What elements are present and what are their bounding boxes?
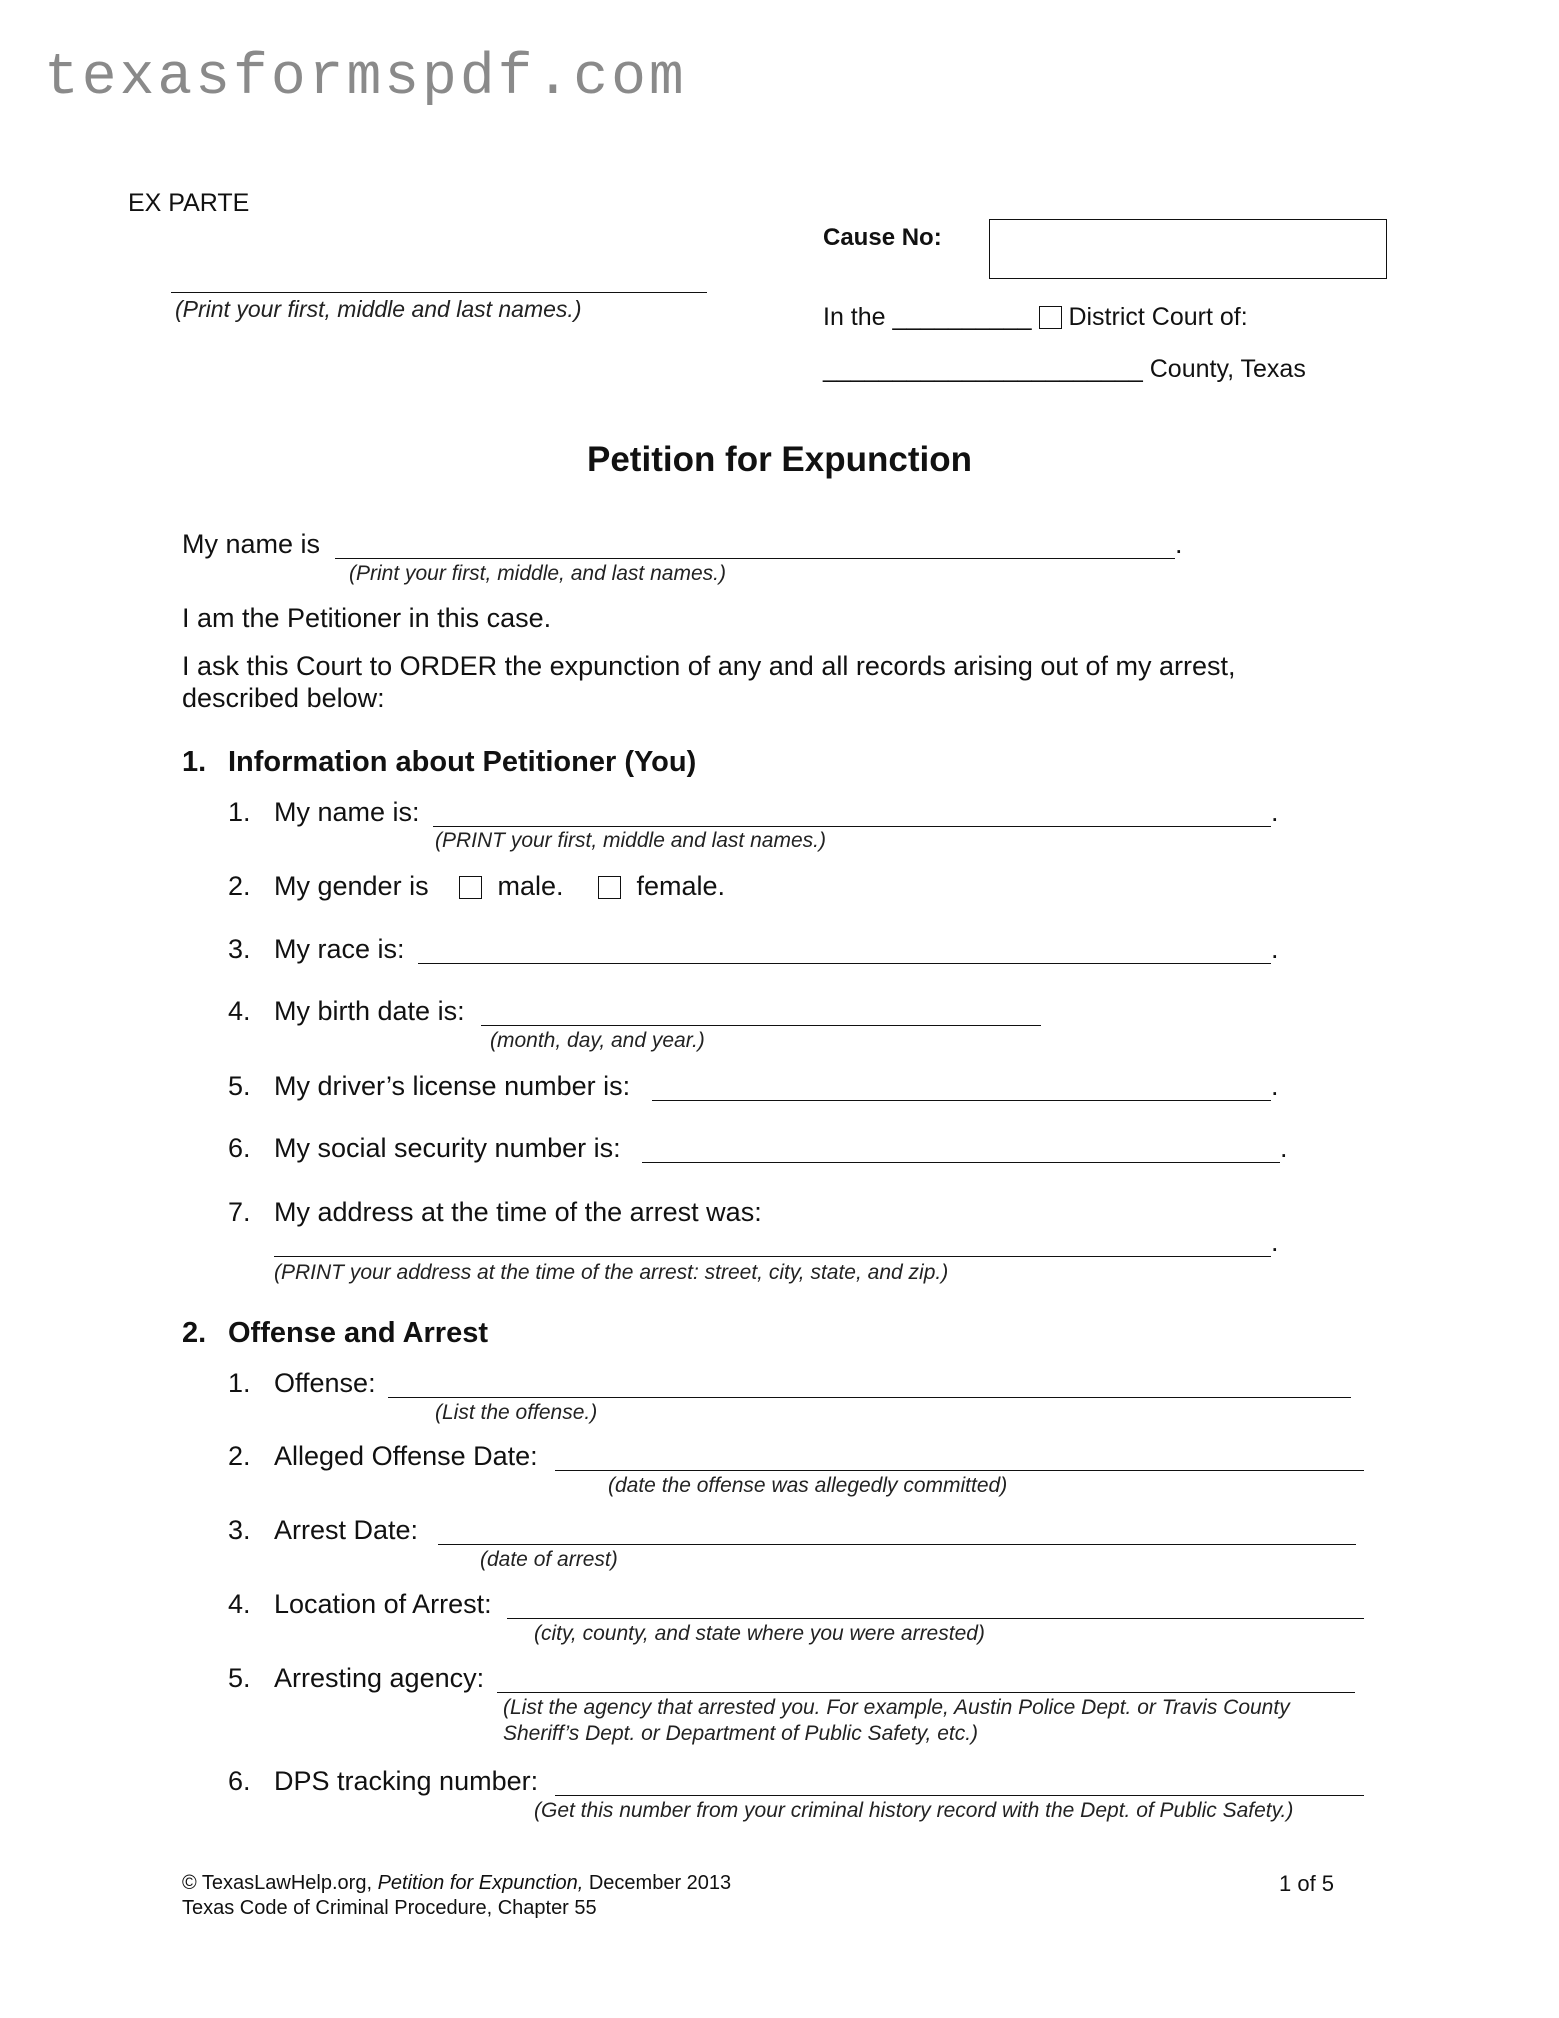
s2-item-6-label: DPS tracking number: — [274, 1766, 539, 1796]
birth-date-field-line[interactable] — [481, 1025, 1041, 1026]
male-checkbox[interactable] — [459, 876, 482, 899]
petitioner-name-line[interactable] — [171, 292, 707, 293]
district-court-checkbox[interactable] — [1039, 306, 1062, 329]
s1-item-7-label: My address at the time of the arrest was: — [274, 1197, 762, 1227]
race-field-line[interactable] — [418, 963, 1271, 964]
s2-item-1-num: 1. — [228, 1368, 251, 1398]
s1-item-5-num: 5. — [228, 1071, 251, 1101]
period: . — [1271, 1071, 1279, 1101]
county-line: _______________________ County, Texas — [823, 355, 1306, 383]
footer-code: Texas Code of Criminal Procedure, Chapter 55 — [182, 1897, 597, 1919]
s1-item-3-label: My race is: — [274, 934, 405, 964]
s2-item-3-num: 3. — [228, 1515, 251, 1545]
s2-item-3-label: Arrest Date: — [274, 1515, 419, 1545]
s1-item-4-label: My birth date is: — [274, 996, 465, 1026]
s1-item-4-num: 4. — [228, 996, 251, 1026]
s1-item-1-num: 1. — [228, 797, 251, 827]
page-number: 1 of 5 — [1279, 1871, 1335, 1896]
s2-item-1-label: Offense: — [274, 1368, 376, 1398]
s1-item-1-label: My name is: — [274, 797, 420, 827]
s1-item-6-num: 6. — [228, 1133, 251, 1163]
section-1-number: 1. — [182, 746, 207, 778]
section-2-number: 2. — [182, 1317, 207, 1349]
s1-item-7-num: 7. — [228, 1197, 251, 1227]
female-checkbox[interactable] — [598, 876, 621, 899]
district-court-label: District Court of: — [1068, 303, 1248, 331]
request-line-1: I ask this Court to ORDER the expunction of any and all records arising out of my arrest, — [182, 651, 1236, 681]
cause-number-label: Cause No: — [823, 224, 942, 251]
footer-line-1 — [182, 1872, 731, 1895]
footer-form-name: Petition for Expunction, — [377, 1872, 584, 1894]
s1-item-4-hint: (month, day, and year.) — [490, 1029, 705, 1052]
s1-item-3-num: 3. — [228, 934, 251, 964]
dps-tracking-field-line[interactable] — [555, 1795, 1364, 1796]
s2-item-6-num: 6. — [228, 1766, 251, 1796]
request-line-2: described below: — [182, 683, 385, 713]
intro-name-label: My name is — [182, 529, 321, 559]
court-line — [823, 303, 1248, 332]
name-field-line[interactable] — [433, 826, 1271, 827]
s2-item-3-hint: (date of arrest) — [480, 1548, 618, 1571]
gender-female-option — [598, 871, 725, 902]
female-label: female. — [636, 871, 726, 901]
page-title: Petition for Expunction — [587, 440, 972, 479]
s2-item-4-num: 4. — [228, 1589, 251, 1619]
s2-item-5-hint-2: Sheriff’s Dept. or Department of Public Safety, etc.) — [503, 1722, 979, 1745]
s2-item-6-hint: (Get this number from your criminal history record with the Dept. of Public Safety.) — [534, 1799, 1294, 1822]
male-label: male. — [497, 871, 564, 901]
address-field-line[interactable] — [274, 1256, 1271, 1257]
petitioner-name-hint: (Print your first, middle and last names.) — [175, 296, 582, 322]
s1-item-2-label: My gender is — [274, 871, 429, 901]
alleged-offense-date-field-line[interactable] — [555, 1470, 1364, 1471]
s2-item-5-hint-1: (List the agency that arrested you. For example, Austin Police Dept. or Travis County — [503, 1696, 1290, 1719]
s2-item-5-num: 5. — [228, 1663, 251, 1693]
s2-item-4-hint: (city, county, and state where you were arrested) — [534, 1622, 985, 1645]
ssn-field-line[interactable] — [642, 1162, 1280, 1163]
period: . — [1271, 934, 1279, 964]
s1-item-1-hint: (PRINT your first, middle and last names.) — [435, 829, 826, 852]
offense-field-line[interactable] — [388, 1397, 1351, 1398]
intro-name-line[interactable] — [335, 558, 1175, 559]
s2-item-4-label: Location of Arrest: — [274, 1589, 492, 1619]
period: . — [1271, 797, 1279, 827]
period: . — [1271, 1227, 1279, 1257]
gender-male-option — [459, 871, 564, 902]
period: . — [1280, 1133, 1288, 1163]
section-2-title: Offense and Arrest — [228, 1317, 488, 1349]
ex-parte-label: EX PARTE — [128, 189, 250, 217]
petitioner-statement: I am the Petitioner in this case. — [182, 603, 552, 633]
arresting-agency-field-line[interactable] — [497, 1692, 1355, 1693]
court-number-prefix: In the __________ — [823, 303, 1032, 331]
arrest-location-field-line[interactable] — [507, 1618, 1364, 1619]
intro-name-hint: (Print your first, middle, and last names.) — [349, 562, 726, 585]
s1-item-5-label: My driver’s license number is: — [274, 1071, 631, 1101]
s1-item-2-num: 2. — [228, 871, 251, 901]
s2-item-5-label: Arresting agency: — [274, 1663, 485, 1693]
s2-item-1-hint: (List the offense.) — [435, 1401, 598, 1424]
cause-number-field[interactable] — [989, 219, 1387, 279]
footer-date: December 2013 — [588, 1872, 732, 1894]
s2-item-2-label: Alleged Offense Date: — [274, 1441, 538, 1471]
section-1-title: Information about Petitioner (You) — [228, 746, 697, 778]
s1-item-7-hint: (PRINT your address at the time of the arrest: street, city, state, and zip.) — [274, 1261, 949, 1284]
site-watermark: texasformspdf.com — [44, 46, 687, 111]
s2-item-2-num: 2. — [228, 1441, 251, 1471]
intro-period: . — [1175, 529, 1183, 559]
footer-copyright: © TexasLawHelp.org, — [182, 1872, 373, 1894]
drivers-license-field-line[interactable] — [652, 1100, 1271, 1101]
s1-item-6-label: My social security number is: — [274, 1133, 621, 1163]
s2-item-2-hint: (date the offense was allegedly committed) — [608, 1474, 1008, 1497]
arrest-date-field-line[interactable] — [438, 1544, 1356, 1545]
